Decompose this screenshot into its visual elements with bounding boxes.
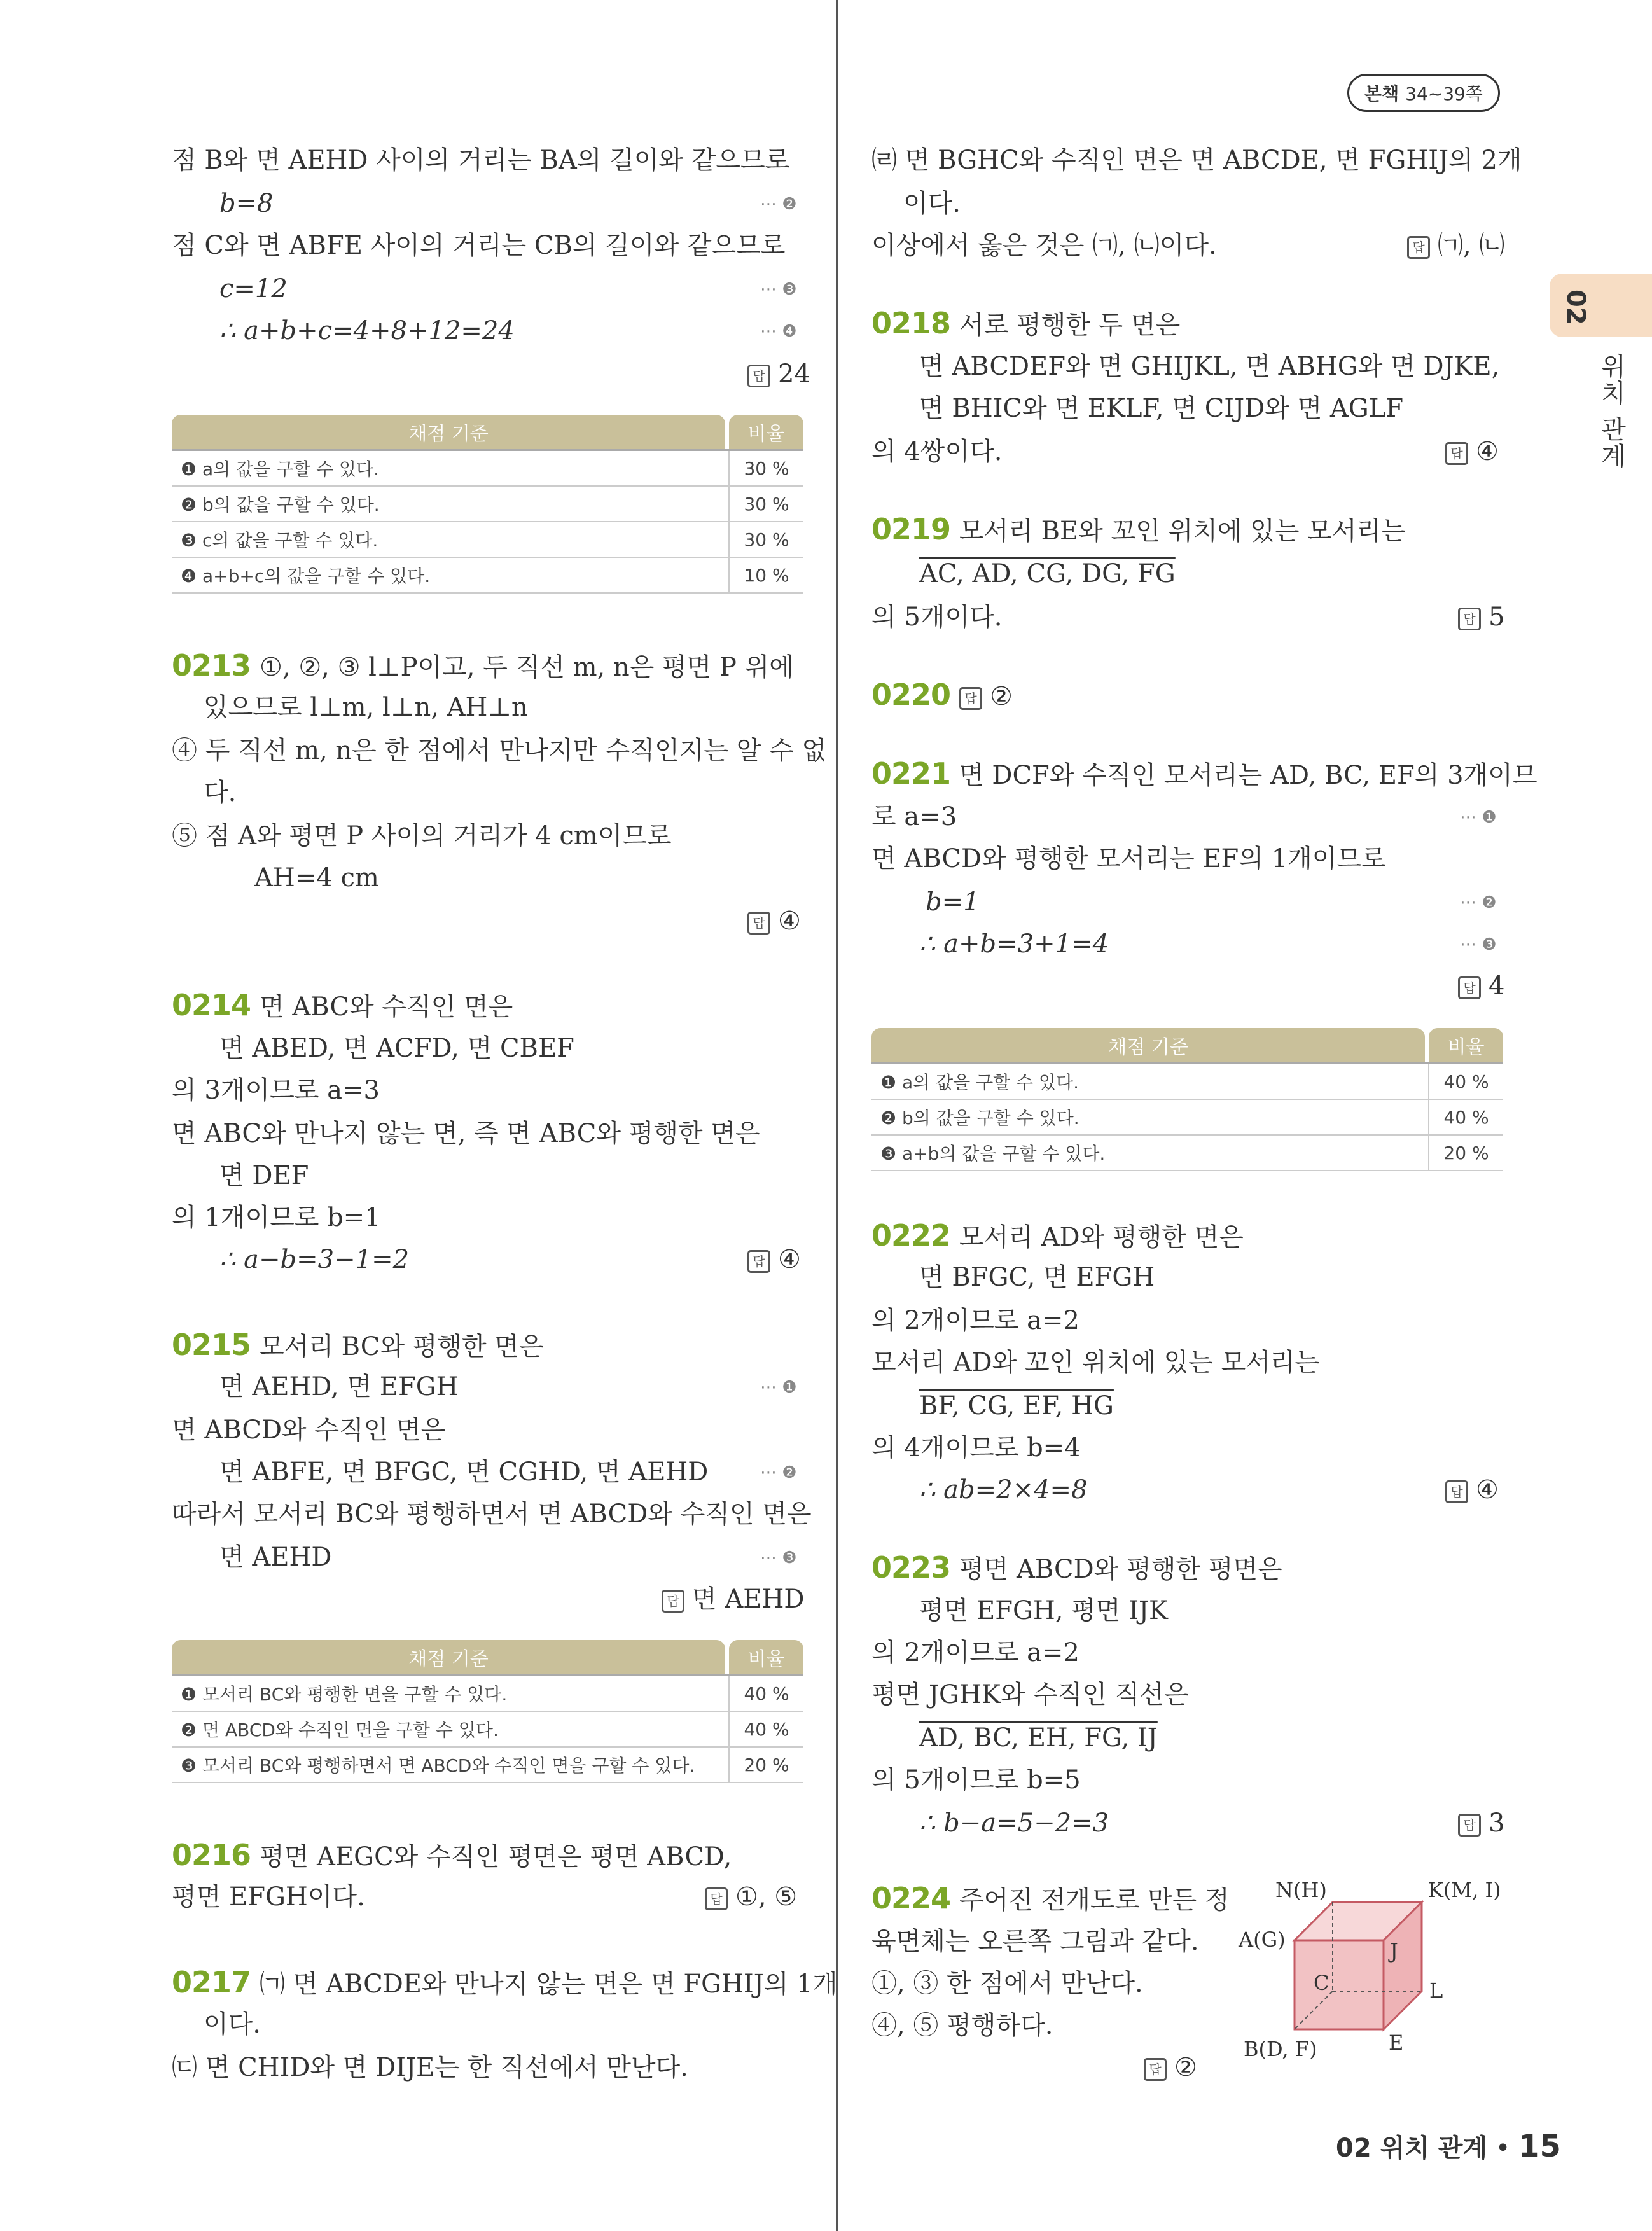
answer-icon: 답 bbox=[1445, 442, 1468, 465]
table-cell: 10 % bbox=[729, 557, 803, 593]
text-line: b=1 bbox=[926, 887, 980, 917]
text-line: 0215 모서리 BC와 평행한 면은 bbox=[172, 1328, 544, 1362]
text-line: c=12 bbox=[219, 274, 288, 303]
text-line: 0224 주어진 전개도로 만든 정 bbox=[871, 1881, 1230, 1915]
answer-icon: 답 bbox=[1144, 2058, 1167, 2081]
answer-icon: 답 bbox=[1445, 1480, 1468, 1503]
footer-chapter: 02 위치 관계 bbox=[1336, 2134, 1488, 2163]
table-cell: 40 % bbox=[1429, 1064, 1503, 1100]
table-cell: 20 % bbox=[1429, 1135, 1503, 1171]
answer-icon: 답 bbox=[662, 1590, 684, 1613]
text-line: 의 2개이므로 a=2 bbox=[871, 1638, 1079, 1667]
vertex-label: N(H) bbox=[1275, 1878, 1327, 1902]
scoring-table bbox=[172, 415, 803, 594]
table-cell: 40 % bbox=[1429, 1099, 1503, 1135]
text-line: 면 BFGC, 면 EFGH bbox=[919, 1263, 1155, 1292]
text-line: 의 4개이므로 b=4 bbox=[871, 1433, 1081, 1463]
answer: 답 24 bbox=[747, 359, 810, 389]
text-line: ∴ a+b=3+1=4 bbox=[919, 929, 1109, 959]
vertex-label: E bbox=[1389, 2031, 1404, 2055]
answer-icon: 답 bbox=[747, 365, 770, 387]
text-line: 있으므로 l⊥m, l⊥n, AH⊥n bbox=[204, 693, 528, 722]
table-cell: ❸ 모서리 BC와 평행하면서 면 ABCD와 수직인 면을 구할 수 있다. bbox=[172, 1747, 729, 1783]
text-line: BF, CG, EF, HG bbox=[919, 1391, 1114, 1421]
answer: 답 3 bbox=[1458, 1808, 1504, 1838]
text-line: 면 AEHD, 면 EFGH bbox=[219, 1372, 459, 1401]
answer: 답 ④ bbox=[747, 1244, 801, 1275]
problem-number: 0217 bbox=[172, 1965, 251, 1999]
text-line: 0220 답 ② bbox=[871, 678, 1013, 712]
text-line: 면 DEF bbox=[219, 1161, 309, 1190]
text-line: 면 BHIC와 면 EKLF, 면 CIJD와 면 AGLF bbox=[919, 394, 1404, 423]
table-cell: 40 % bbox=[729, 1676, 803, 1712]
answer: 답 ④ bbox=[1445, 1475, 1499, 1505]
answer-icon: 답 bbox=[1458, 1814, 1481, 1837]
answer: 답 5 bbox=[1458, 602, 1504, 632]
answer-icon: 답 bbox=[747, 1250, 770, 1273]
text-line: 0218 서로 평행한 두 면은 bbox=[871, 306, 1181, 340]
text-line: 이다. bbox=[204, 2010, 261, 2039]
text-line: 다. bbox=[204, 778, 237, 807]
text-line: AC, AD, CG, DG, FG bbox=[919, 559, 1176, 588]
text-line: 점 C와 면 ABFE 사이의 거리는 CB의 길이와 같으므로 bbox=[172, 231, 786, 260]
text-line: 면 ABC와 만나지 않는 면, 즉 면 ABC와 평행한 면은 bbox=[172, 1119, 760, 1148]
step-marker: ⋯ ❶ bbox=[1460, 808, 1497, 827]
text-line: ∴ a−b=3−1=2 bbox=[219, 1245, 410, 1274]
answer: 답 ④ bbox=[1445, 436, 1499, 467]
problem-number: 0221 bbox=[871, 756, 951, 791]
table-cell: ❹ a+b+c의 값을 구할 수 있다. bbox=[172, 557, 729, 593]
step-marker: ⋯ ❸ bbox=[760, 280, 797, 299]
text-line: 면 ABFE, 면 BFGC, 면 CGHD, 면 AEHD bbox=[219, 1457, 709, 1487]
text-line: 의 2개이므로 a=2 bbox=[871, 1306, 1079, 1335]
problem-number: 0224 bbox=[871, 1881, 951, 1915]
answer: 답 면 AEHD bbox=[662, 1584, 804, 1615]
table-cell: ❷ b의 값을 구할 수 있다. bbox=[871, 1099, 1429, 1135]
chapter-number: 02 bbox=[1561, 289, 1590, 325]
text-line: 0214 면 ABC와 수직인 면은 bbox=[172, 988, 513, 1022]
table-cell: ❶ a의 값을 구할 수 있다. bbox=[871, 1064, 1429, 1100]
text-line: 평면 JGHK와 수직인 직선은 bbox=[871, 1680, 1189, 1709]
table-cell: ❷ b의 값을 구할 수 있다. bbox=[172, 486, 729, 522]
answer: 답 ①, ⑤ bbox=[705, 1882, 797, 1912]
step-marker: ⋯ ❸ bbox=[1460, 935, 1497, 954]
problem-number: 0216 bbox=[172, 1838, 251, 1872]
answer-icon: 답 bbox=[1458, 976, 1481, 999]
text-line: 평면 EFGH, 평면 IJK bbox=[919, 1596, 1168, 1625]
text-line: ㈂ 면 CHID와 면 DIJE는 한 직선에서 만난다. bbox=[172, 2053, 688, 2082]
page-footer bbox=[1336, 2128, 1561, 2164]
text-line: 이상에서 옳은 것은 ㈀, ㈁이다. bbox=[871, 231, 1217, 260]
text-line: 이다. bbox=[903, 189, 961, 218]
text-line: 면 ABCD와 평행한 모서리는 EF의 1개이므로 bbox=[871, 844, 1386, 873]
step-marker: ⋯ ❹ bbox=[760, 322, 797, 341]
scoring-table bbox=[172, 1640, 803, 1783]
text-line: ①, ③ 한 점에서 만난다. bbox=[871, 1969, 1143, 1998]
text-line: b=8 bbox=[219, 189, 274, 218]
table-header: 비율 bbox=[729, 415, 803, 450]
text-line: 0213 ①, ②, ③ l⊥P이고, 두 직선 m, n은 평면 P 위에 bbox=[172, 648, 794, 683]
step-marker: ⋯ ❸ bbox=[760, 1548, 797, 1567]
text-line: ㈃ 면 BGHC와 수직인 면은 면 ABCDE, 면 FGHIJ의 2개 bbox=[871, 146, 1522, 175]
table-cell: 40 % bbox=[729, 1711, 803, 1747]
text-line: 면 AEHD bbox=[219, 1543, 332, 1572]
table-header: 채점 기준 bbox=[871, 1028, 1425, 1064]
text-line: 면 ABCDEF와 면 GHIJKL, 면 ABHG와 면 DJKE, bbox=[919, 352, 1500, 381]
text-line: 의 5개이다. bbox=[871, 602, 1003, 632]
table-header: 채점 기준 bbox=[172, 1640, 725, 1676]
answer-icon: 답 bbox=[705, 1887, 728, 1910]
table-cell: 20 % bbox=[729, 1747, 803, 1783]
problem-number: 0218 bbox=[871, 306, 951, 340]
text-line: 점 B와 면 AEHD 사이의 거리는 BA의 길이와 같으므로 bbox=[172, 146, 790, 175]
text-line: 모서리 AD와 꼬인 위치에 있는 모서리는 bbox=[871, 1348, 1320, 1377]
text-line: 육면체는 오른쪽 그림과 같다. bbox=[871, 1927, 1199, 1956]
footer-bullet: • bbox=[1495, 2134, 1511, 2163]
problem-number: 0215 bbox=[172, 1328, 251, 1362]
answer: 답 ④ bbox=[747, 906, 801, 936]
vertex-label: J bbox=[1390, 1939, 1398, 1963]
text-line: 0219 모서리 BE와 꼬인 위치에 있는 모서리는 bbox=[871, 512, 1406, 546]
column-divider bbox=[836, 0, 838, 2231]
problem-number: 0213 bbox=[172, 648, 251, 683]
text-line: 의 4쌍이다. bbox=[871, 437, 1003, 466]
table-cell: 30 % bbox=[729, 450, 803, 487]
step-marker: ⋯ ❶ bbox=[760, 1378, 797, 1397]
page-reference-badge: 본책 34~39쪽 bbox=[1347, 74, 1500, 112]
text-line: 의 1개이므로 b=1 bbox=[172, 1203, 381, 1232]
answer-icon: 답 bbox=[1458, 608, 1481, 630]
text-line: ④, ⑤ 평행하다. bbox=[871, 2011, 1053, 2040]
table-header: 비율 bbox=[1429, 1028, 1503, 1064]
text-line: ∴ ab=2×4=8 bbox=[919, 1475, 1088, 1505]
table-header: 비율 bbox=[729, 1640, 803, 1676]
problem-number: 0214 bbox=[172, 988, 251, 1022]
text-line: ∴ b−a=5−2=3 bbox=[919, 1809, 1109, 1838]
text-line: 0223 평면 ABCD와 평행한 평면은 bbox=[871, 1550, 1282, 1585]
text-line: 따라서 모서리 BC와 평행하면서 면 ABCD와 수직인 면은 bbox=[172, 1499, 812, 1529]
table-header: 채점 기준 bbox=[172, 415, 725, 450]
text-line: 의 5개이므로 b=5 bbox=[871, 1765, 1081, 1795]
chapter-title: 위치 관계 bbox=[1597, 353, 1626, 469]
vertex-label: K(M, I) bbox=[1428, 1878, 1501, 1902]
text-line: 면 ABCD와 수직인 면은 bbox=[172, 1415, 446, 1445]
answer: 답 4 bbox=[1458, 971, 1504, 1001]
answer: 답 ② bbox=[1144, 2052, 1197, 2083]
answer-icon: 답 bbox=[959, 687, 982, 710]
table-cell: ❸ c의 값을 구할 수 있다. bbox=[172, 522, 729, 557]
text-line: 0222 모서리 AD와 평행한 면은 bbox=[871, 1218, 1244, 1253]
answer-icon: 답 bbox=[1407, 236, 1430, 259]
table-cell: ❶ a의 값을 구할 수 있다. bbox=[172, 450, 729, 487]
scoring-table bbox=[871, 1028, 1503, 1171]
table-cell: 30 % bbox=[729, 522, 803, 557]
vertex-label: C bbox=[1314, 1971, 1329, 1995]
answer-icon: 답 bbox=[747, 912, 770, 935]
step-marker: ⋯ ❷ bbox=[760, 195, 797, 214]
problem-number: 0223 bbox=[871, 1550, 951, 1585]
text-line: 0216 평면 AEGC와 수직인 평면은 평면 ABCD, bbox=[172, 1838, 732, 1872]
problem-number: 0220 bbox=[871, 678, 951, 712]
problem-number: 0222 bbox=[871, 1218, 951, 1253]
step-marker: ⋯ ❷ bbox=[1460, 893, 1497, 912]
text-line: 평면 EFGH이다. bbox=[172, 1882, 365, 1912]
step-marker: ⋯ ❷ bbox=[760, 1463, 797, 1482]
cube-figure bbox=[1231, 1877, 1511, 2068]
vertex-label: L bbox=[1429, 1978, 1443, 2003]
vertex-label: B(D, F) bbox=[1244, 2037, 1317, 2061]
page-number: 15 bbox=[1518, 2129, 1561, 2164]
table-cell: ❸ a+b의 값을 구할 수 있다. bbox=[871, 1135, 1429, 1171]
text-line: 의 3개이므로 a=3 bbox=[172, 1076, 380, 1105]
text-line: 0217 ㈀ 면 ABCDE와 만나지 않는 면은 면 FGHIJ의 1개 bbox=[172, 1965, 838, 1999]
text-line: ④ 두 직선 m, n은 한 점에서 만나지만 수직인지는 알 수 없 bbox=[172, 736, 827, 765]
text-line: 면 ABED, 면 ACFD, 면 CBEF bbox=[219, 1034, 574, 1063]
text-line: ⑤ 점 A와 평면 P 사이의 거리가 4 cm이므로 bbox=[172, 821, 672, 851]
vertex-label: A(G) bbox=[1239, 1928, 1286, 1952]
table-cell: ❶ 모서리 BC와 평행한 면을 구할 수 있다. bbox=[172, 1676, 729, 1712]
text-line: AH=4 cm bbox=[254, 863, 379, 893]
text-line: ∴ a+b+c=4+8+12=24 bbox=[219, 316, 515, 345]
text-line: AD, BC, EH, FG, IJ bbox=[919, 1723, 1158, 1753]
text-line: 로 a=3 bbox=[871, 802, 957, 831]
table-cell: 30 % bbox=[729, 486, 803, 522]
problem-number: 0219 bbox=[871, 512, 951, 546]
table-cell: ❷ 면 ABCD와 수직인 면을 구할 수 있다. bbox=[172, 1711, 729, 1747]
text-line: 0221 면 DCF와 수직인 모서리는 AD, BC, EF의 3개이므 bbox=[871, 756, 1537, 791]
answer: 답 ㈀, ㈁ bbox=[1407, 230, 1504, 261]
